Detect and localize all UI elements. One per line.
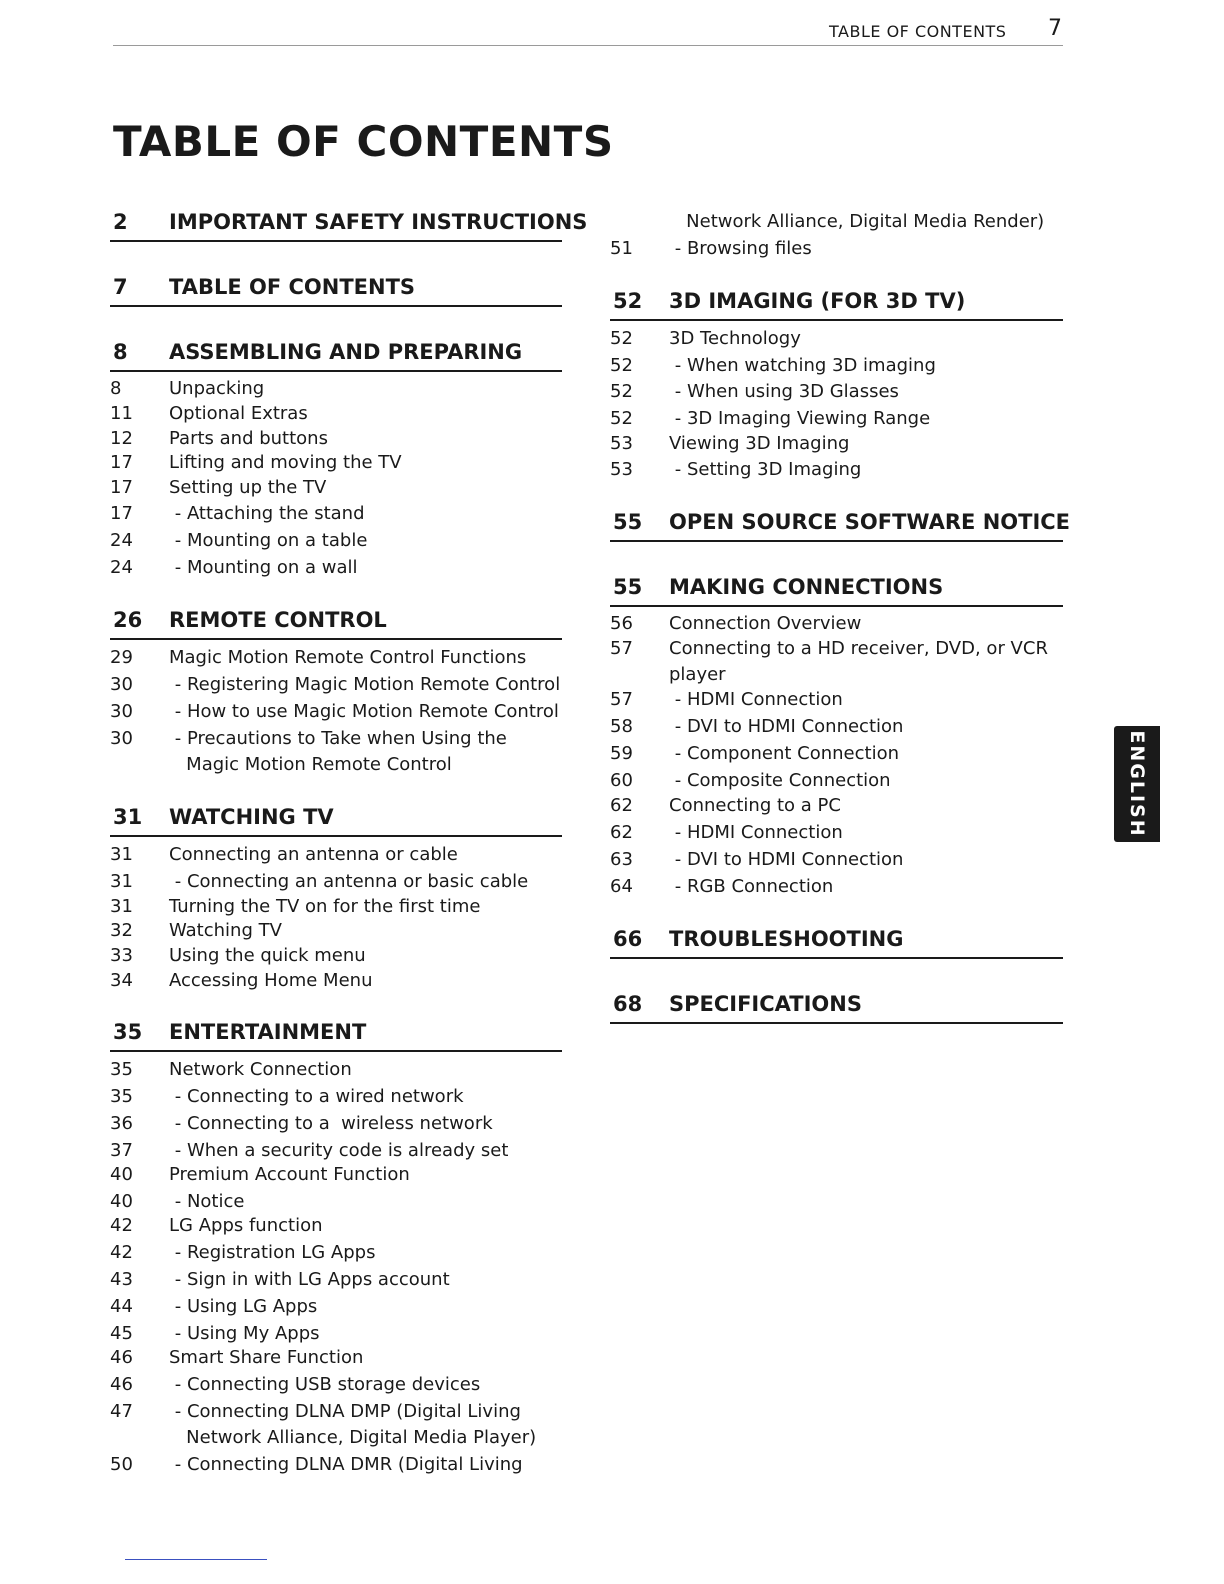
toc-title: Premium Account Function [169, 1164, 410, 1185]
toc-title: - When a security code is already set [169, 1140, 509, 1161]
toc-title: Optional Extras [169, 403, 308, 424]
toc-title: Turning the TV on for the first time [169, 896, 481, 917]
toc-page-number: 30 [110, 728, 133, 749]
language-tab [1114, 726, 1160, 842]
toc-page-number: 30 [110, 701, 133, 722]
toc-page-number: 52 [610, 328, 633, 349]
toc-page-number: 53 [610, 433, 633, 454]
toc-title: Setting up the TV [169, 477, 327, 498]
toc-page-number: 44 [110, 1296, 133, 1317]
toc-section-heading [110, 803, 562, 837]
toc-page-number: 42 [110, 1215, 133, 1236]
toc-title: - Registration LG Apps [169, 1242, 376, 1263]
toc-title: Network Connection [169, 1059, 352, 1080]
toc-page-number: 56 [610, 613, 633, 634]
page-title: TABLE OF CONTENTS [113, 117, 614, 166]
toc-page-number: 55 [613, 510, 643, 534]
toc-page-number: 35 [110, 1086, 133, 1107]
toc-title: 3D IMAGING (FOR 3D TV) [669, 289, 966, 313]
toc-page-number: 32 [110, 920, 133, 941]
toc-page-number: 57 [610, 689, 633, 710]
toc-page-number: 63 [610, 849, 633, 870]
toc-page-number: 42 [110, 1242, 133, 1263]
toc-page-number: 55 [613, 575, 643, 599]
toc-title: TABLE OF CONTENTS [169, 275, 416, 299]
toc-title: Smart Share Function [169, 1347, 364, 1368]
toc-page-number: 57 [610, 638, 633, 659]
toc-page-number: 24 [110, 557, 133, 578]
running-header-label: TABLE OF CONTENTS [829, 22, 1007, 41]
toc-page-number: 51 [610, 238, 633, 259]
toc-section-heading [110, 273, 562, 307]
toc-title: Magic Motion Remote Control Functions [169, 647, 527, 668]
toc-title: Lifting and moving the TV [169, 452, 402, 473]
toc-page-number: 30 [110, 674, 133, 695]
language-tab-label: ENGLISH [1126, 730, 1148, 838]
toc-title: - RGB Connection [669, 876, 834, 897]
toc-title: OPEN SOURCE SOFTWARE NOTICE [669, 510, 1071, 534]
toc-title: - Browsing files [669, 238, 812, 259]
toc-page-number: 29 [110, 647, 133, 668]
page-number: 7 [1048, 16, 1062, 41]
toc-title: - When using 3D Glasses [669, 381, 899, 402]
toc-page-number: 47 [110, 1401, 133, 1422]
toc-title: - How to use Magic Motion Remote Control [169, 701, 559, 722]
toc-page-number: 52 [610, 355, 633, 376]
toc-page-number: 8 [113, 340, 128, 364]
toc-title: - Composite Connection [669, 770, 891, 791]
toc-section-heading [110, 606, 562, 640]
toc-page-number: 31 [113, 805, 143, 829]
toc-title-continued: Network Alliance, Digital Media Player) [169, 1427, 537, 1448]
toc-title: LG Apps function [169, 1215, 323, 1236]
footer-mark [125, 1559, 267, 1560]
toc-page-number: 17 [110, 477, 133, 498]
toc-title: MAKING CONNECTIONS [669, 575, 944, 599]
toc-title: Connection Overview [669, 613, 862, 634]
toc-title: Connecting to a PC [669, 795, 841, 816]
toc-page-number: 40 [110, 1164, 133, 1185]
toc-title: - DVI to HDMI Connection [669, 849, 904, 870]
toc-title: - Connecting an antenna or basic cable [169, 871, 529, 892]
toc-section-heading [610, 573, 1063, 607]
toc-title: - Sign in with LG Apps account [169, 1269, 450, 1290]
toc-section-heading [610, 508, 1071, 542]
toc-title: - Mounting on a table [169, 530, 368, 551]
toc-page-number: 52 [610, 408, 633, 429]
toc-title: - Connecting USB storage devices [169, 1374, 481, 1395]
toc-title: - DVI to HDMI Connection [669, 716, 904, 737]
toc-title: - Notice [169, 1191, 245, 1212]
toc-page-number: 52 [613, 289, 643, 313]
toc-title: WATCHING TV [169, 805, 334, 829]
toc-page-number: 46 [110, 1374, 133, 1395]
toc-page-number: 31 [110, 896, 133, 917]
toc-page-number: 64 [610, 876, 633, 897]
toc-title: Network Alliance, Digital Media Render) [669, 211, 1045, 232]
toc-title: - Connecting DLNA DMR (Digital Living [169, 1454, 523, 1475]
toc-page-number: 46 [110, 1347, 133, 1368]
toc-page-number: 7 [113, 275, 128, 299]
toc-page-number: 26 [113, 608, 143, 632]
toc-page-number: 35 [113, 1020, 143, 1044]
toc-section-heading [610, 287, 1063, 321]
toc-page-number: 11 [110, 403, 133, 424]
toc-page-number: 33 [110, 945, 133, 966]
toc-title: - Using LG Apps [169, 1296, 318, 1317]
toc-section-heading [110, 1018, 562, 1052]
toc-page-number: 8 [110, 378, 122, 399]
toc-title: IMPORTANT SAFETY INSTRUCTIONS [169, 210, 588, 234]
toc-section-heading [110, 208, 588, 242]
toc-page-number: 45 [110, 1323, 133, 1344]
toc-title: 3D Technology [669, 328, 801, 349]
toc-title: Parts and buttons [169, 428, 328, 449]
toc-section-heading [610, 925, 1063, 959]
toc-page-number: 2 [113, 210, 128, 234]
toc-page-number: 31 [110, 844, 133, 865]
toc-page-number: 62 [610, 822, 633, 843]
toc-page-number: 43 [110, 1269, 133, 1290]
toc-title: - Setting 3D Imaging [669, 459, 862, 480]
toc-title: Unpacking [169, 378, 265, 399]
toc-title: Connecting an antenna or cable [169, 844, 458, 865]
toc-page-number: 17 [110, 503, 133, 524]
toc-title: - Attaching the stand [169, 503, 365, 524]
toc-title: ASSEMBLING AND PREPARING [169, 340, 523, 364]
toc-title: - Connecting DLNA DMP (Digital Living [169, 1401, 521, 1422]
toc-title-continued: Magic Motion Remote Control [169, 754, 452, 775]
toc-page-number: 52 [610, 381, 633, 402]
toc-section-heading [610, 990, 1063, 1024]
toc-page-number: 17 [110, 452, 133, 473]
toc-page-number: 34 [110, 970, 133, 991]
toc-page-number: 59 [610, 743, 633, 764]
header-rule [113, 45, 1063, 46]
toc-title: - HDMI Connection [669, 689, 843, 710]
toc-title: Viewing 3D Imaging [669, 433, 850, 454]
toc-title-continued: player [669, 664, 726, 685]
toc-title: - Registering Magic Motion Remote Control [169, 674, 561, 695]
toc-title: Using the quick menu [169, 945, 366, 966]
toc-page-number: 53 [610, 459, 633, 480]
toc-page-number: 50 [110, 1454, 133, 1475]
toc-title: - Mounting on a wall [169, 557, 358, 578]
toc-title: SPECIFICATIONS [669, 992, 862, 1016]
toc-page-number: 37 [110, 1140, 133, 1161]
toc-title: - Connecting to a wireless network [169, 1113, 493, 1134]
toc-page-number: 35 [110, 1059, 133, 1080]
toc-title: - Component Connection [669, 743, 900, 764]
toc-title: - Precautions to Take when Using the [169, 728, 507, 749]
toc-section-heading [110, 338, 562, 372]
toc-page-number: 12 [110, 428, 133, 449]
toc-page-number: 68 [613, 992, 643, 1016]
toc-page-number: 36 [110, 1113, 133, 1134]
toc-title: TROUBLESHOOTING [669, 927, 904, 951]
toc-title: ENTERTAINMENT [169, 1020, 367, 1044]
toc-page-number: 66 [613, 927, 643, 951]
toc-page-number: 58 [610, 716, 633, 737]
toc-title: Accessing Home Menu [169, 970, 373, 991]
toc-page-number: 24 [110, 530, 133, 551]
toc-page-number: 60 [610, 770, 633, 791]
toc-title: - Using My Apps [169, 1323, 320, 1344]
toc-title: - 3D Imaging Viewing Range [669, 408, 931, 429]
toc-title: - HDMI Connection [669, 822, 843, 843]
toc-title: REMOTE CONTROL [169, 608, 387, 632]
toc-page-number: 62 [610, 795, 633, 816]
toc-title: Watching TV [169, 920, 282, 941]
toc-title: - When watching 3D imaging [669, 355, 936, 376]
toc-page-number: 31 [110, 871, 133, 892]
toc-title: Connecting to a HD receiver, DVD, or VCR [669, 638, 1048, 659]
toc-title: - Connecting to a wired network [169, 1086, 464, 1107]
toc-page-number: 40 [110, 1191, 133, 1212]
